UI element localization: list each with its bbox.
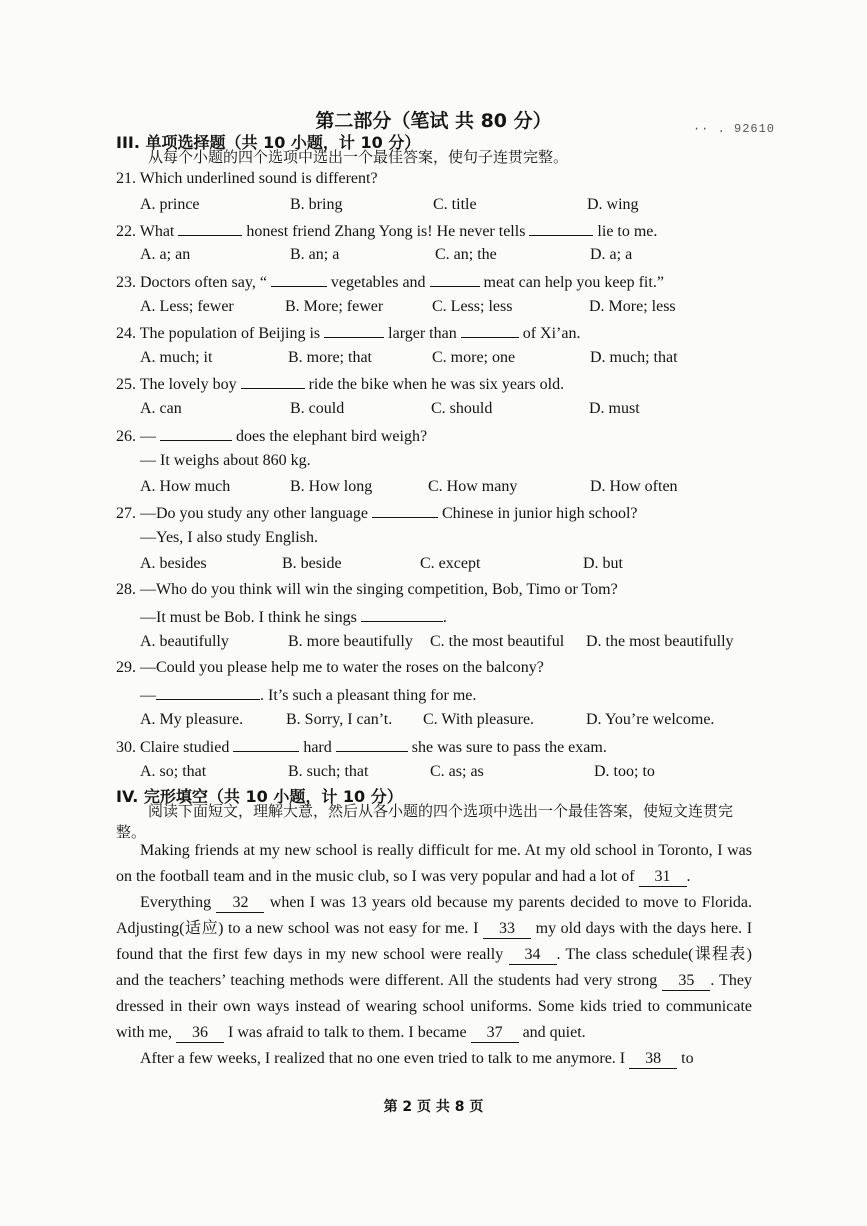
option-a: A. besides — [140, 555, 207, 572]
option-a: A. My pleasure. — [140, 711, 244, 728]
stem-part: vegetables and — [330, 274, 426, 291]
passage-text: I was afraid to talk to them. I became — [228, 1024, 467, 1041]
stem-part: ride the bike when he was six years old. — [308, 376, 565, 393]
cloze-blank-35: 35 — [662, 972, 710, 991]
passage-text: my old days with the days here. I found that the first few days in my new school were really — [116, 920, 753, 963]
cloze-blank-36: 36 — [176, 1024, 224, 1043]
option-c: C. How many — [428, 478, 518, 495]
option-c: C. Less; less — [432, 298, 513, 315]
answer-blank — [233, 737, 299, 752]
stem-part: of Xi’an. — [522, 325, 581, 342]
option-a: A. so; that — [140, 763, 207, 780]
option-c: C. should — [431, 400, 493, 417]
cloze-blank-32: 32 — [216, 894, 264, 913]
question-30-options — [140, 763, 780, 783]
question-28-options — [140, 633, 780, 653]
answer-blank — [529, 221, 593, 236]
option-c: C. With pleasure. — [423, 711, 535, 728]
passage-paragraph-1 — [116, 838, 752, 890]
option-b: B. an; a — [290, 246, 340, 263]
passage-text: Everything — [140, 894, 212, 911]
question-28-reply — [140, 607, 447, 627]
section-3-instruction: 从每个小题的四个选项中选出一个最佳答案，使句子连贯完整。 — [148, 148, 569, 166]
option-d: D. the most beautifully — [586, 633, 734, 650]
option-a: A. Less; fewer — [140, 298, 234, 315]
option-a: A. can — [140, 400, 182, 417]
reply-part: — — [140, 687, 156, 704]
passage-text: . They dressed in their own ways instead of wearing school uniforms. Some kids tried to communicate with me, — [116, 972, 752, 1041]
option-b: B. more; that — [288, 349, 372, 366]
question-27-reply: —Yes, I also study English. — [140, 529, 318, 546]
question-24-stem — [116, 323, 580, 343]
section-3-heading: III. 单项选择题（共 10 小题，计 10 分） — [116, 133, 421, 152]
option-a: A. beautifully — [140, 633, 229, 650]
question-28-stem: 28. —Who do you think will win the singing competition, Bob, Timo or Tom? — [116, 581, 618, 598]
option-a: A. much; it — [140, 349, 213, 366]
option-c: C. as; as — [430, 763, 484, 780]
stem-part: she was sure to pass the exam. — [411, 739, 607, 756]
passage-text: when I was 13 years old because my parents decided to move to Florida. Adjusting(适应) to a new school was not easy for me. I — [116, 894, 752, 937]
question-30-stem — [116, 737, 607, 757]
option-c: C. more; one — [432, 349, 516, 366]
question-23-options — [140, 298, 780, 318]
cloze-blank-33: 33 — [483, 920, 531, 939]
answer-blank — [372, 503, 438, 518]
reply-part: —It must be Bob. I think he sings — [140, 609, 357, 626]
cloze-blank-31: 31 — [639, 868, 687, 887]
answer-blank — [361, 607, 443, 622]
passage-text: . The class schedule(课程表) and the teachers’ teaching methods were different. All the students had very strong — [116, 946, 753, 989]
reply-part: . — [442, 609, 447, 626]
stem-part: larger than — [388, 325, 457, 342]
answer-blank — [430, 272, 480, 287]
passage-text: . — [686, 868, 691, 885]
question-22-stem — [116, 221, 657, 241]
section-4-instruction: 阅读下面短文，理解大意，然后从各小题的四个选项中选出一个最佳答案，使短文连贯完整。 — [116, 802, 734, 841]
stem-part: Chinese in junior high school? — [441, 505, 638, 522]
question-24-options — [140, 349, 780, 369]
answer-blank — [336, 737, 408, 752]
passage-text: Making friends at my new school is really difficult for me. At my old school in Toronto, I was on the football team and in the music club, so I was very popular and had a lot of — [116, 842, 752, 885]
question-29-stem: 29. —Could you please help me to water the roses on the balcony? — [116, 659, 544, 676]
option-b: B. could — [290, 400, 345, 417]
stem-part: does the elephant bird weigh? — [236, 428, 428, 445]
section-4-heading: IV. 完形填空（共 10 小题，计 10 分） — [116, 787, 403, 806]
question-29-options — [140, 711, 780, 731]
passage-text: to — [681, 1050, 694, 1067]
option-b: B. bring — [290, 196, 343, 213]
stem-part: 26. — — [116, 428, 156, 445]
answer-blank — [241, 374, 305, 389]
passage-text: After a few weeks, I realized that no one even tried to talk to me anymore. I — [140, 1050, 626, 1067]
part-title: 第二部分（笔试 共 80 分） — [315, 110, 552, 132]
option-d: D. More; less — [589, 298, 676, 315]
option-d: D. too; to — [594, 763, 655, 780]
option-d: D. You’re welcome. — [586, 711, 715, 728]
stem-part: 25. The lovely boy — [116, 376, 237, 393]
cloze-blank-38: 38 — [629, 1050, 677, 1069]
answer-blank — [324, 323, 384, 338]
option-b: B. beside — [282, 555, 342, 572]
option-a: A. a; an — [140, 246, 191, 263]
question-25-stem — [116, 374, 564, 394]
question-27-stem — [116, 503, 637, 523]
passage-paragraph-3 — [116, 1046, 752, 1072]
question-25-options — [140, 400, 780, 420]
option-a: A. prince — [140, 196, 200, 213]
question-23-stem — [116, 272, 664, 292]
stem-part: 30. Claire studied — [116, 739, 230, 756]
stem-part: meat can help you keep fit.” — [483, 274, 664, 291]
stem-part: lie to me. — [597, 223, 658, 240]
answer-blank — [178, 221, 242, 236]
reply-part: . It’s such a pleasant thing for me. — [260, 687, 477, 704]
option-d: D. must — [589, 400, 640, 417]
question-29-reply — [140, 685, 476, 705]
question-26-stem — [116, 426, 427, 446]
option-b: B. such; that — [288, 763, 369, 780]
passage-text: and quiet. — [522, 1024, 586, 1041]
stem-part: 22. What — [116, 223, 175, 240]
option-d: D. much; that — [590, 349, 678, 366]
stem-part: 24. The population of Beijing is — [116, 325, 321, 342]
option-b: B. Sorry, I can’t. — [286, 711, 393, 728]
page-code: ·· . 92610 — [692, 122, 775, 136]
question-22-options — [140, 246, 780, 266]
option-d: D. wing — [587, 196, 639, 213]
stem-part: honest friend Zhang Yong is! He never tells — [246, 223, 526, 240]
answer-blank — [156, 685, 260, 700]
question-21-options — [140, 196, 780, 216]
option-c: C. the most beautiful — [430, 633, 565, 650]
option-d: D. a; a — [590, 246, 633, 263]
option-c: C. title — [433, 196, 477, 213]
question-21-stem: 21. Which underlined sound is different? — [116, 170, 378, 187]
option-c: C. except — [420, 555, 481, 572]
option-b: B. more beautifully — [288, 633, 413, 650]
stem-part: hard — [303, 739, 332, 756]
option-d: D. How often — [590, 478, 678, 495]
option-a: A. How much — [140, 478, 231, 495]
stem-part: 23. Doctors often say, “ — [116, 274, 267, 291]
answer-blank — [461, 323, 519, 338]
cloze-blank-37: 37 — [471, 1024, 519, 1043]
question-26-options — [140, 478, 780, 498]
passage-paragraph-2 — [116, 890, 752, 1046]
option-c: C. an; the — [435, 246, 497, 263]
answer-blank — [160, 426, 232, 441]
option-b: B. How long — [290, 478, 373, 495]
question-26-reply: — It weighs about 860 kg. — [140, 452, 311, 469]
cloze-blank-34: 34 — [509, 946, 557, 965]
question-27-options — [140, 555, 780, 575]
stem-part: 27. —Do you study any other language — [116, 505, 368, 522]
page-number-footer: 第 2 页 共 8 页 — [383, 1099, 484, 1115]
option-d: D. but — [583, 555, 623, 572]
answer-blank — [271, 272, 327, 287]
option-b: B. More; fewer — [285, 298, 384, 315]
